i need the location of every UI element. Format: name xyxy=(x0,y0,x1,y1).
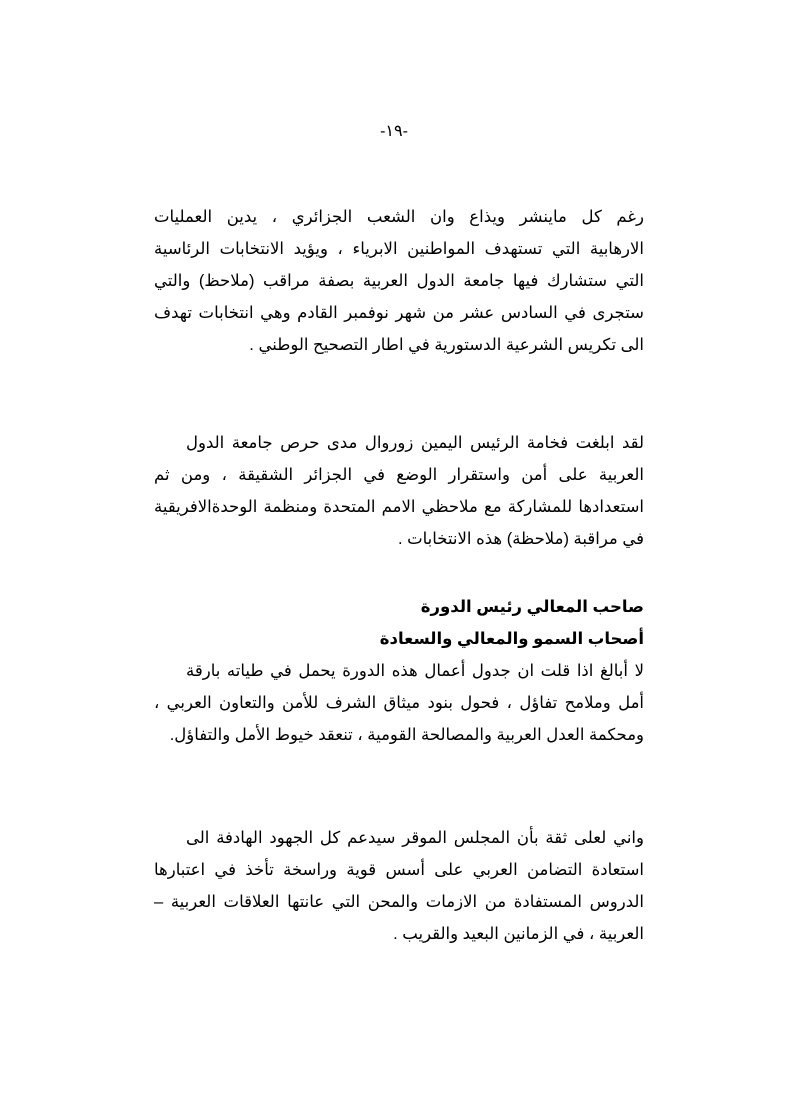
salutation-line: صاحب المعالي رئيس الدورة xyxy=(420,598,644,616)
text-line: ومحكمة العدل العربية والمصالحة القومية ، تنعقد خيوط الأمل والتفاؤل. xyxy=(169,726,644,744)
text-line: التي ستشارك فيها جامعة الدول العربية بصفة مراقب (ملاحظ) والتي xyxy=(154,272,644,290)
text-line: ستجرى في السادس عشر من شهر نوفمبر القادم وهي انتخابات تهدف xyxy=(154,304,644,322)
text-line: العربية ، في الزمانين البعيد والقريب . xyxy=(393,925,644,943)
text-line: رغم كل ماينشر ويذاع وان الشعب الجزائري ، يدين العمليات xyxy=(154,208,644,226)
text-line: الى تكريس الشرعية الدستورية في اطار التصحيح الوطني . xyxy=(249,336,644,354)
text-line: استعدادها للمشاركة مع ملاحظي الامم المتحدة ومنظمة الوحدةالافريقية xyxy=(154,498,644,516)
text-line: لا أبالغ اذا قلت ان جدول أعمال هذه الدورة يحمل في طياته بارقة xyxy=(186,662,644,680)
salutation-line: أصحاب السمو والمعالي والسعادة xyxy=(379,630,644,648)
text-line: لقد ابلغت فخامة الرئيس اليمين زوروال مدى حرص جامعة الدول xyxy=(186,434,644,452)
text-line: واني لعلى ثقة بأن المجلس الموقر سيدعم كل الجهود الهادفة الى xyxy=(186,829,644,847)
text-line: الارهابية التي تستهدف المواطنين الابرياء ، ويؤيد الانتخابات الرئاسية xyxy=(154,240,644,258)
text-line: أمل وملامح تفاؤل ، فحول بنود ميثاق الشرف للأمن والتعاون العربي ، xyxy=(154,694,644,712)
text-line: في مراقبة (ملاحظة) هذه الانتخابات . xyxy=(397,530,644,548)
text-line: الدروس المستفادة من الازمات والمحن التي عانتها العلاقات العربية – xyxy=(154,893,644,911)
text-line: استعادة التضامن العربي على أسس قوية وراسخة تأخذ في اعتبارها xyxy=(154,861,644,879)
page-number: -١٩- xyxy=(380,123,408,140)
text-line: العربية على أمن واستقرار الوضع في الجزائر الشقيقة ، ومن ثم xyxy=(154,466,644,484)
